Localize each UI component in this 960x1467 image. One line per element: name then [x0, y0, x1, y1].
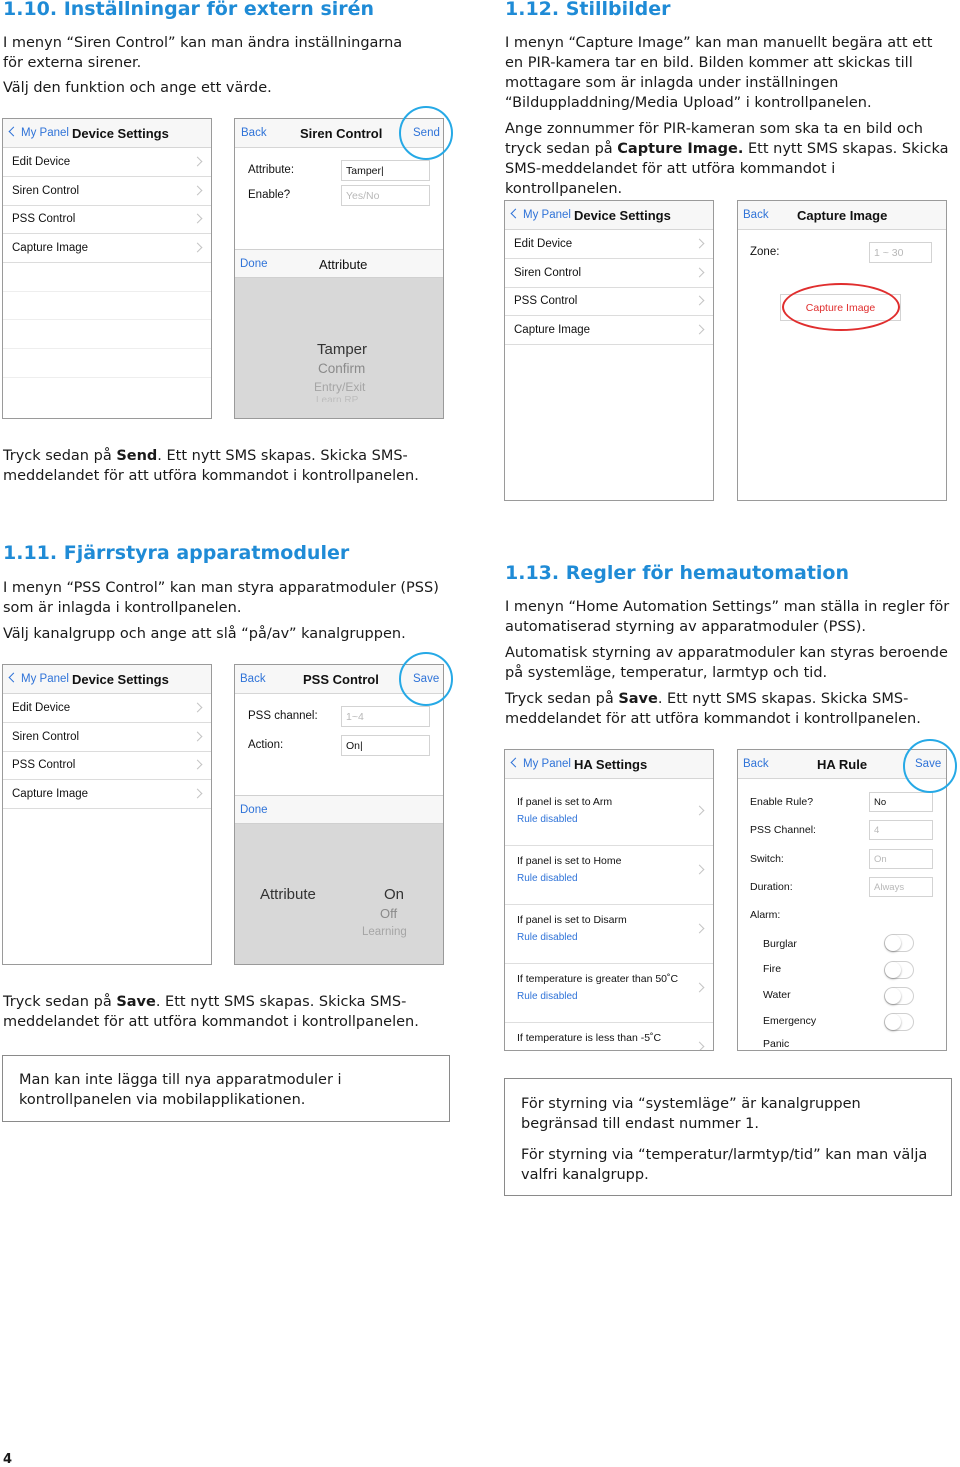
s111-paragraph-2: Välj kanalgrupp och ange att slå “på/av” kanalgruppen.	[3, 626, 406, 642]
back-button[interactable]: Back	[743, 758, 769, 770]
enable-input[interactable]	[341, 185, 430, 206]
chevron-right-icon	[695, 924, 705, 934]
save-button[interactable]: Save	[413, 673, 440, 685]
duration-label: Duration:	[750, 881, 793, 893]
menu-item-siren-control[interactable]	[3, 723, 211, 752]
menu-item-capture-image[interactable]	[3, 780, 211, 809]
capture-image-screen	[737, 200, 947, 501]
siren-control-screen	[234, 118, 444, 419]
picker-toolbar	[235, 795, 443, 824]
picker-option[interactable]: Learn RP	[316, 395, 359, 402]
empty-row	[3, 320, 211, 349]
picker-option[interactable]: Off	[380, 906, 398, 921]
ha-rule-row[interactable]	[505, 964, 713, 1023]
back-button[interactable]	[512, 758, 571, 770]
s111-paragraph-1: I menyn “PSS Control” kan man styra apparatmoduler (PSS) som är inlagda i kontrollpanelen.	[3, 580, 439, 616]
s110-paragraph-2: Välj den funktion och ange ett värde.	[3, 80, 272, 96]
menu-item-label: Siren Control	[514, 267, 582, 279]
chevron-right-icon	[695, 268, 705, 278]
picker-option[interactable]: Entry/Exit	[314, 380, 366, 394]
enable-rule-value: No	[874, 797, 887, 808]
device-settings-screen	[2, 664, 212, 965]
alarm-option-label: Water	[763, 989, 791, 1001]
device-settings-screen	[504, 200, 714, 501]
s113-paragraph-1: I menyn “Home Automation Settings” man ställa in regler för automatiserad styrning av apparatmoduler (PSS).	[505, 599, 950, 635]
rule-title: If panel is set to Home	[517, 855, 622, 867]
screen-title: HA Rule	[817, 757, 868, 772]
s112-paragraph-2	[505, 119, 950, 199]
menu-item-label: Capture Image	[514, 324, 591, 336]
save-button[interactable]: Save	[915, 758, 942, 770]
text-part: Tryck sedan på	[3, 994, 117, 1010]
screen-title: Capture Image	[797, 208, 888, 223]
device-settings-screen	[2, 118, 212, 419]
chevron-right-icon	[695, 983, 705, 993]
duration-input[interactable]	[869, 877, 933, 897]
ha-rule-row[interactable]	[505, 1023, 713, 1051]
pss-channel-value: 4	[874, 825, 880, 836]
alarm-option-label: Fire	[763, 963, 782, 975]
picker-panel	[235, 795, 443, 964]
chevron-left-icon	[511, 758, 521, 768]
highlight-circle	[399, 106, 453, 160]
action-value: On	[346, 740, 361, 752]
empty-row	[3, 263, 211, 292]
back-label: My Panel	[523, 209, 571, 221]
switch-value: On	[874, 854, 887, 865]
chevron-right-icon	[193, 186, 203, 196]
picker-option[interactable]: Confirm	[318, 361, 366, 376]
menu-item-pss-control[interactable]	[505, 287, 713, 316]
screen-title: PSS Control	[303, 672, 379, 687]
menu-item-label: PSS Control	[514, 295, 578, 307]
highlight-circle	[903, 739, 957, 793]
alarm-label: Alarm:	[750, 909, 781, 921]
back-button[interactable]: Back	[743, 209, 769, 221]
s113-paragraph-2: Automatisk styrning av apparatmoduler kan styras beroende på systemläge, temperatur, larmtyp och tid.	[505, 645, 948, 681]
page-number: 4	[3, 1452, 13, 1467]
attribute-input[interactable]: Tamper|	[341, 160, 430, 181]
screen-title: Device Settings	[574, 208, 671, 223]
pss-channel-input[interactable]	[341, 706, 430, 727]
picker-option[interactable]: On	[384, 886, 405, 903]
s110-after-text	[3, 446, 463, 486]
zone-label: Zone:	[750, 246, 780, 258]
zone-input[interactable]	[869, 242, 932, 263]
water-toggle[interactable]	[884, 987, 914, 1005]
action-input[interactable]: On|	[341, 735, 430, 756]
pss-channel-label: PSS channel:	[248, 710, 318, 722]
text-bold: Capture Image.	[617, 141, 744, 157]
chevron-right-icon	[193, 157, 203, 167]
note-text: Man kan inte lägga till nya apparatmoduler i kontrollpanelen via mobilapplikationen.	[19, 1072, 342, 1108]
nav-bar	[505, 750, 713, 779]
send-button[interactable]: Send	[413, 127, 440, 139]
back-button[interactable]	[10, 673, 69, 685]
done-button[interactable]: Done	[240, 804, 268, 816]
chevron-right-icon	[193, 760, 203, 770]
nav-bar	[3, 665, 211, 694]
empty-row	[3, 349, 211, 378]
enable-rule-input[interactable]	[869, 792, 933, 812]
switch-input[interactable]	[869, 849, 933, 869]
text-bold: Save	[618, 691, 658, 707]
picker-option[interactable]: Tamper	[317, 341, 368, 358]
empty-row	[3, 291, 211, 320]
note-box	[2, 1055, 450, 1122]
chevron-right-icon	[695, 1042, 705, 1051]
alarm-option-label: Emergency	[763, 1015, 817, 1027]
menu-item-edit-device[interactable]	[3, 148, 211, 177]
menu-item-siren-control[interactable]	[505, 259, 713, 288]
rule-status: Rule disabled	[517, 873, 578, 884]
chevron-right-icon	[695, 325, 705, 335]
back-label: My Panel	[523, 758, 571, 770]
text-bold: Send	[116, 448, 158, 464]
heading-1-10: 1.10. Inställningar för extern sirén	[3, 0, 375, 20]
enable-label: Enable?	[248, 189, 291, 201]
back-button[interactable]	[10, 127, 69, 139]
ha-rule-row[interactable]	[505, 905, 713, 964]
enable-rule-label: Enable Rule?	[750, 796, 814, 808]
picker-column-label: Attribute	[260, 886, 316, 903]
menu-item-label: PSS Control	[12, 759, 76, 771]
ha-rule-row[interactable]	[505, 846, 713, 905]
chevron-right-icon	[193, 789, 203, 799]
back-button[interactable]: Back	[241, 127, 267, 139]
picker-panel	[235, 249, 443, 418]
chevron-right-icon	[193, 243, 203, 253]
back-button[interactable]	[512, 209, 571, 221]
menu-item-label: Capture Image	[12, 242, 89, 254]
done-button[interactable]: Done	[240, 258, 268, 270]
highlight-circle	[782, 283, 900, 331]
chevron-right-icon	[695, 239, 705, 249]
menu-item-label: Edit Device	[12, 702, 71, 714]
menu-item-siren-control[interactable]	[3, 177, 211, 206]
menu-item-capture-image[interactable]	[3, 234, 211, 263]
rule-status: Rule disabled	[517, 991, 578, 1002]
text-bold: Save	[116, 994, 156, 1010]
note-text: För styrning via “systemläge” är kanalgruppen begränsad till endast nummer 1.	[521, 1096, 861, 1132]
screen-title: HA Settings	[574, 757, 648, 772]
chevron-right-icon	[193, 703, 203, 713]
menu-item-label: Siren Control	[12, 731, 80, 743]
menu-item-label: Edit Device	[12, 156, 71, 168]
enable-placeholder: Yes/No	[346, 190, 380, 202]
text-part: . Ett nytt SMS skapas. Skicka SMS-meddelandet för att utföra kommandot i kontrollpanelen.	[505, 691, 921, 727]
screen-title: Siren Control	[300, 126, 383, 141]
menu-item-label: Siren Control	[12, 185, 80, 197]
screen-title: Device Settings	[72, 126, 169, 141]
menu-item-edit-device[interactable]	[505, 230, 713, 259]
alarm-option-label: Panic	[763, 1038, 790, 1050]
text-part: . Ett nytt SMS skapas. Skicka SMS-meddelandet för att utföra kommandot i kontrollpanelen.	[3, 448, 419, 484]
pss-channel-label: PSS Channel:	[750, 824, 816, 836]
chevron-left-icon	[511, 209, 521, 219]
pss-channel-placeholder: 1~4	[346, 711, 364, 723]
chevron-right-icon	[695, 865, 705, 875]
burglar-toggle[interactable]	[884, 934, 914, 952]
back-label: My Panel	[21, 673, 69, 685]
menu-item-label: Capture Image	[12, 788, 89, 800]
note-box	[504, 1078, 952, 1196]
picker-toolbar	[235, 249, 443, 278]
text-part: . Ett nytt SMS skapas. Skicka SMS-meddelandet för att utföra kommandot i kontrollpanelen.	[3, 994, 419, 1030]
text-part: Tryck sedan på	[505, 691, 619, 707]
note-text: För styrning via “temperatur/larmtyp/tid” kan man välja valfri kanalgrupp.	[521, 1147, 928, 1183]
chevron-left-icon	[9, 673, 19, 683]
chevron-right-icon	[695, 806, 705, 816]
switch-label: Switch:	[750, 853, 784, 865]
nav-bar	[505, 201, 713, 230]
text-part: Ett nytt SMS skapas. Skicka SMS-meddelandet för att utföra kommandot i kontrollpanelen.	[505, 141, 949, 197]
rule-status: Rule disabled	[517, 814, 578, 825]
s113-paragraph-3	[505, 689, 950, 729]
screen-title: Device Settings	[72, 672, 169, 687]
pss-control-screen	[234, 664, 444, 965]
attribute-label: Attribute:	[248, 164, 295, 176]
rule-title: If temperature is greater than 50˚C	[517, 973, 679, 985]
alarm-option-label: Burglar	[763, 938, 797, 950]
ha-rule-screen	[737, 749, 947, 1051]
rule-status: Rule disabled	[517, 932, 578, 943]
rule-title: If panel is set to Disarm	[517, 914, 627, 926]
menu-item-edit-device[interactable]	[3, 694, 211, 723]
menu-item-pss-control[interactable]	[3, 751, 211, 780]
s111-after-text	[3, 992, 463, 1032]
menu-item-label: PSS Control	[12, 213, 76, 225]
picker-title: Attribute	[319, 257, 368, 272]
menu-item-label: Edit Device	[514, 238, 573, 250]
rule-title: If panel is set to Arm	[517, 796, 613, 808]
attribute-value: Tamper	[346, 165, 382, 177]
heading-1-13: 1.13. Regler för hemautomation	[505, 562, 850, 584]
chevron-right-icon	[695, 296, 705, 306]
zone-placeholder: 1 ~ 30	[874, 247, 904, 259]
s110-paragraph-1: I menyn “Siren Control” kan man ändra inställningarna för externa sirener.	[3, 35, 403, 71]
pss-channel-input[interactable]	[869, 820, 933, 840]
nav-bar	[738, 201, 946, 230]
chevron-left-icon	[9, 127, 19, 137]
capture-image-label: Capture Image	[805, 302, 876, 314]
back-label: My Panel	[21, 127, 69, 139]
text-part: Ange zonnummer för PIR-kameran som ska ta en bild och tryck sedan på	[505, 121, 924, 157]
s112-paragraph-1: I menyn “Capture Image” kan man manuellt begära att ett en PIR-kamera tar en bild. Bilden kommer att skickas till mottagare som är inlagda under inställningen “Bilduppladdning/Media Upload” i kontrollpanelen.	[505, 35, 933, 111]
fire-toggle[interactable]	[884, 961, 914, 979]
chevron-right-icon	[193, 732, 203, 742]
nav-bar	[3, 119, 211, 148]
emergency-toggle[interactable]	[884, 1013, 914, 1031]
heading-1-11: 1.11. Fjärrstyra apparatmoduler	[3, 542, 350, 564]
rule-title: If temperature is less than -5˚C	[517, 1032, 662, 1044]
picker-option[interactable]: Learning	[362, 926, 407, 938]
chevron-right-icon	[193, 214, 203, 224]
text-part: Tryck sedan på	[3, 448, 117, 464]
action-label: Action:	[248, 739, 284, 751]
ha-settings-screen	[504, 749, 714, 1051]
back-button[interactable]: Back	[240, 673, 266, 685]
menu-item-pss-control[interactable]	[3, 205, 211, 234]
highlight-circle	[399, 652, 453, 706]
menu-item-capture-image[interactable]	[505, 316, 713, 345]
ha-rule-row[interactable]	[505, 787, 713, 846]
heading-1-12: 1.12. Stillbilder	[505, 0, 671, 20]
duration-value: Always	[874, 882, 905, 893]
